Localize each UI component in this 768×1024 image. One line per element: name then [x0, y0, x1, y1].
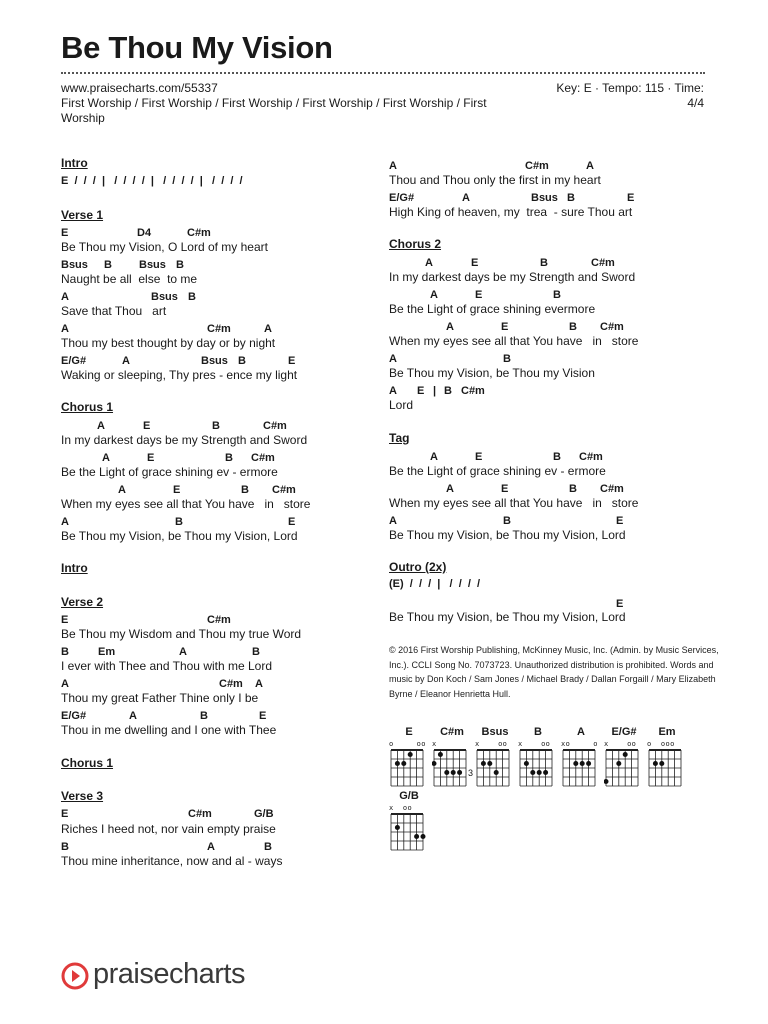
chord-diagram-name: G/B — [399, 790, 419, 802]
lyric-line: Be Thou my Vision, O Lord of my heart — [61, 240, 268, 254]
chord-diagram-name: C#m — [440, 726, 464, 738]
chord-symbol: A — [102, 452, 110, 464]
artist-line-cont: Worship — [61, 111, 105, 125]
chord-symbol: B — [175, 516, 183, 528]
chord-symbol: B — [61, 646, 69, 658]
lyric-line: Be the Light of grace shining ev - ermore — [389, 464, 606, 478]
chord-symbol: A — [129, 710, 137, 722]
chord-symbol: C#m — [525, 160, 549, 172]
section-label: Chorus 1 — [61, 756, 114, 770]
finger-dot — [408, 752, 413, 757]
chord-symbol: B — [444, 385, 452, 397]
chord-symbol: D4 — [137, 227, 152, 239]
section-label: Intro — [61, 561, 88, 575]
string-markers: x oo — [389, 804, 413, 812]
lyric-line: High King of heaven, my trea - sure Thou art — [389, 205, 633, 219]
finger-dot — [432, 761, 437, 766]
chord-symbol: E — [147, 452, 155, 464]
fretboard — [432, 748, 472, 792]
lyric-line: I ever with Thee and Thou with me Lord — [61, 659, 273, 673]
chord-symbol: B — [238, 355, 246, 367]
finger-dot — [616, 761, 621, 766]
string-markers: xo o — [561, 740, 598, 748]
chord-symbol: B — [264, 841, 272, 853]
chord-diagram — [432, 726, 472, 786]
chord-symbol: E — [259, 710, 267, 722]
chord-symbol: B — [104, 259, 112, 271]
title-divider — [61, 72, 705, 74]
chord-symbol: C#m — [579, 451, 603, 463]
lyric-line: Be Thou my Vision, be Thou my Vision — [389, 366, 595, 380]
song-meta-right — [504, 81, 704, 111]
fretboard — [389, 748, 429, 792]
chord-symbol: Bsus — [61, 259, 88, 271]
chord-symbol: Bsus — [531, 192, 558, 204]
finger-dot — [573, 761, 578, 766]
chord-symbol: A — [446, 483, 454, 495]
chord-symbol: B — [567, 192, 575, 204]
chord-symbol: B — [212, 420, 220, 432]
chord-symbol: E — [501, 321, 509, 333]
chord-symbol: Bsus — [139, 259, 166, 271]
lyric-line: Naught be all else to me — [61, 272, 198, 286]
logo-text: praisecharts — [93, 958, 245, 990]
finger-dot — [421, 834, 426, 839]
lyric-line: Be Thou my Vision, be Thou my Vision, Lord — [389, 528, 626, 542]
fretboard — [604, 748, 644, 792]
lyric-line: In my darkest days be my Strength and Sword — [61, 433, 308, 447]
chord-diagram — [475, 726, 515, 786]
song-url[interactable]: www.praisecharts.com/55337 — [61, 81, 218, 95]
chord-symbol: E — [501, 483, 509, 495]
lyric-line: Save that Thou art — [61, 304, 167, 318]
chord-symbol: C#m — [591, 257, 615, 269]
lyric-line: Thou in me dwelling and I one with Thee — [61, 723, 277, 737]
chord-symbol: B — [61, 841, 69, 853]
finger-dot — [580, 761, 585, 766]
chord-diagram — [647, 726, 687, 786]
chord-symbol: E — [143, 420, 151, 432]
chord-symbol: E — [616, 515, 624, 527]
chord-symbol: A — [264, 323, 272, 335]
chord-symbol: C#m — [207, 323, 231, 335]
chord-symbol: B — [176, 259, 184, 271]
chord-symbol: A — [207, 841, 215, 853]
chord-symbol: E — [475, 451, 483, 463]
finger-dot — [623, 752, 628, 757]
chord-symbol: E — [616, 598, 624, 610]
chord-symbol: B — [553, 289, 561, 301]
lyric-line: Riches I heed not, nor vain empty praise — [61, 822, 276, 836]
chord-symbol: A — [61, 323, 69, 335]
chord-symbol: A — [389, 515, 397, 527]
chord-symbol: B — [569, 321, 577, 333]
finger-dot — [487, 761, 492, 766]
finger-dot — [543, 770, 548, 775]
chord-diagram — [389, 726, 429, 786]
chord-symbol: Bsus — [201, 355, 228, 367]
lyric-line: Thou and Thou only the first in my heart — [389, 173, 601, 187]
chord-symbol: A — [389, 385, 397, 397]
chord-symbol: B — [503, 515, 511, 527]
chord-symbol: C#m — [188, 808, 212, 820]
praisecharts-logo — [61, 956, 245, 996]
fret-number: 3 — [468, 768, 474, 778]
lyric-line: Be Thou my Wisdom and Thou my true Word — [61, 627, 302, 641]
lyric-line: When my eyes see all that You have in store — [389, 334, 639, 348]
string-markers: o oo — [389, 740, 426, 748]
finger-dot — [537, 770, 542, 775]
chord-diagram — [389, 790, 429, 850]
chord-symbol: C#m — [263, 420, 287, 432]
lyric-line: Thou my best thought by day or by night — [61, 336, 276, 350]
finger-dot — [604, 779, 609, 784]
fretboard — [561, 748, 601, 792]
string-markers: x oo — [604, 740, 637, 748]
chord-symbol: Em — [98, 646, 116, 658]
chord-symbol: A — [389, 353, 397, 365]
chord-symbol: A — [425, 257, 433, 269]
finger-dot — [395, 825, 400, 830]
lyric-line: In my darkest days be my Strength and Sword — [389, 270, 636, 284]
section-label: Chorus 2 — [389, 237, 442, 251]
chord-symbol: E — [173, 484, 181, 496]
section-label: Verse 2 — [61, 595, 104, 609]
chord-diagram — [561, 726, 601, 786]
lyric-line: When my eyes see all that You have in store — [389, 496, 639, 510]
chord-symbol: A — [118, 484, 126, 496]
chord-symbol: E — [471, 257, 479, 269]
play-icon — [61, 956, 89, 996]
section-label: Verse 3 — [61, 789, 104, 803]
lyric-line: Be the Light of grace shining ev - ermore — [61, 465, 278, 479]
chord-symbol: A — [430, 451, 438, 463]
chord-symbol: C#m — [251, 452, 275, 464]
chord-diagram — [518, 726, 558, 786]
string-markers: x oo — [475, 740, 508, 748]
chord-symbol: A — [586, 160, 594, 172]
lyric-line: Waking or sleeping, Thy pres - ence my light — [61, 368, 298, 382]
string-markers: x oo — [518, 740, 551, 748]
time-signature: 4/4 — [687, 96, 704, 110]
chord-symbol: B — [553, 451, 561, 463]
string-markers: x — [432, 740, 469, 748]
chord-symbol: | — [433, 385, 437, 397]
chord-symbol: E/G# — [61, 710, 87, 722]
chord-symbol: A — [255, 678, 263, 690]
chord-symbol: A — [446, 321, 454, 333]
finger-dot — [401, 761, 406, 766]
chord-symbol: B — [225, 452, 233, 464]
song-meta-left — [61, 81, 531, 126]
fretboard — [389, 812, 429, 856]
chord-symbol: E — [288, 355, 296, 367]
chord-symbol: E — [288, 516, 296, 528]
finger-dot — [494, 770, 499, 775]
intro-slashes: (E) / / / | / / / / — [389, 578, 481, 590]
chord-symbol: B — [252, 646, 260, 658]
finger-dot — [414, 834, 419, 839]
chord-symbol: B — [188, 291, 196, 303]
chord-symbol: E — [627, 192, 635, 204]
finger-dot — [481, 761, 486, 766]
chord-symbol: C#m — [187, 227, 211, 239]
chord-symbol: A — [179, 646, 187, 658]
song-title: Be Thou My Vision — [61, 30, 333, 65]
intro-slashes: E / / / | / / / / | / / / / | / / / / — [61, 175, 243, 187]
finger-dot — [444, 770, 449, 775]
chord-diagram-name: E — [405, 726, 413, 738]
chord-symbol: E — [61, 808, 69, 820]
chord-diagram-name: B — [534, 726, 542, 738]
chord-diagram — [604, 726, 644, 786]
lyric-line: Lord — [389, 398, 414, 412]
chord-symbol: C#m — [219, 678, 243, 690]
chord-symbol: E — [417, 385, 425, 397]
chord-symbol: A — [462, 192, 470, 204]
chord-symbol: C#m — [600, 483, 624, 495]
chord-symbol: C#m — [207, 614, 231, 626]
chord-symbol: C#m — [600, 321, 624, 333]
finger-dot — [438, 752, 443, 757]
lyric-line: Thou mine inheritance, now and al - ways — [61, 854, 283, 868]
finger-dot — [395, 761, 400, 766]
copyright-text: © 2016 First Worship Publishing, McKinney Music, Inc. (Admin. by Music Services, Inc.). CCLI Song No. 7073723. Unauthorized distribution is prohibited. Words and music by Don Koch / Sam Jones / Michael Brady / Dallan Forgaill / Mary Elizabeth Byrne / Eleanor Henrietta Hull. — [389, 645, 719, 699]
chord-symbol: E — [475, 289, 483, 301]
chord-symbol: C#m — [272, 484, 296, 496]
section-label: Verse 1 — [61, 208, 104, 222]
fretboard — [475, 748, 515, 792]
chord-symbol: B — [569, 483, 577, 495]
chord-symbol: B — [503, 353, 511, 365]
section-label: Tag — [389, 431, 410, 445]
finger-dot — [653, 761, 658, 766]
finger-dot — [451, 770, 456, 775]
lyric-line: Be Thou my Vision, be Thou my Vision, Lord — [61, 529, 298, 543]
finger-dot — [457, 770, 462, 775]
section-label: Chorus 1 — [61, 400, 114, 414]
chord-diagram-name: E/G# — [611, 726, 637, 738]
chord-symbol: A — [61, 678, 69, 690]
chord-symbol: E — [61, 614, 69, 626]
chord-symbol: G/B — [254, 808, 274, 820]
chord-symbol: E/G# — [389, 192, 415, 204]
chord-symbol: A — [61, 291, 69, 303]
chord-diagram-name: Bsus — [481, 726, 509, 738]
chord-symbol: B — [200, 710, 208, 722]
artist-line: First Worship / First Worship / First Worship / First Worship / First Worship / First — [61, 96, 487, 110]
chord-symbol: A — [97, 420, 105, 432]
finger-dot — [530, 770, 535, 775]
key-tempo: Key: E · Tempo: 115 · Time: — [556, 81, 704, 95]
finger-dot — [659, 761, 664, 766]
chord-symbol: A — [389, 160, 397, 172]
chord-symbol: Bsus — [151, 291, 178, 303]
finger-dot — [586, 761, 591, 766]
section-label: Outro (2x) — [389, 560, 447, 574]
fretboard — [518, 748, 558, 792]
lyric-line: Be Thou my Vision, be Thou my Vision, Lord — [389, 610, 626, 624]
chord-symbol: B — [540, 257, 548, 269]
chord-symbol: A — [122, 355, 130, 367]
chord-symbol: A — [61, 516, 69, 528]
chord-symbol: B — [241, 484, 249, 496]
chord-diagram-name: A — [577, 726, 585, 738]
chord-symbol: A — [430, 289, 438, 301]
chord-diagram-name: Em — [658, 726, 676, 738]
string-markers: o ooo — [647, 740, 675, 748]
chord-symbol: E/G# — [61, 355, 87, 367]
lyric-line: When my eyes see all that You have in store — [61, 497, 311, 511]
section-label: Intro — [61, 156, 88, 170]
chord-symbol: E — [61, 227, 69, 239]
finger-dot — [524, 761, 529, 766]
chord-symbol: C#m — [461, 385, 485, 397]
fretboard — [647, 748, 687, 792]
lyric-line: Thou my great Father Thine only I be — [61, 691, 259, 705]
lyric-line: Be the Light of grace shining evermore — [389, 302, 596, 316]
